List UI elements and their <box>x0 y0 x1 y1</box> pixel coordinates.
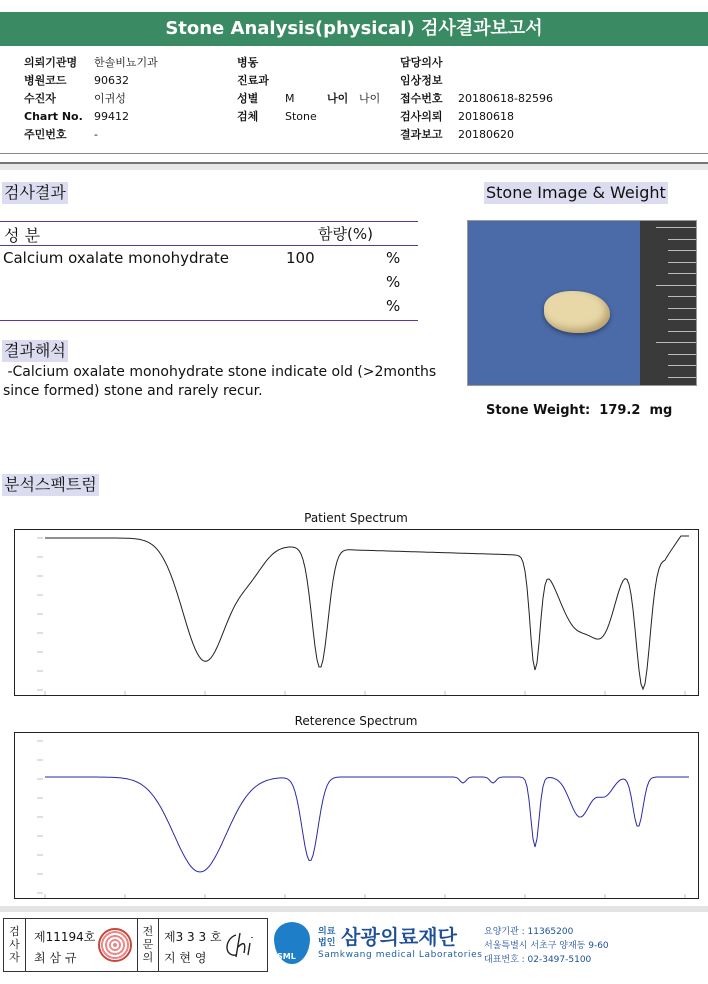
ruler-tick <box>656 342 696 343</box>
stone-weight-label: Stone Weight: <box>486 403 591 418</box>
info-label: 검사의뢰 <box>400 110 443 123</box>
reference-spectrum-plot <box>15 733 700 900</box>
info-label: 접수번호 <box>400 92 443 105</box>
ruler-tick <box>656 227 696 228</box>
ruler-tick <box>668 250 696 251</box>
info-label: 검체 <box>237 110 259 123</box>
info-label: 임상정보 <box>400 74 443 87</box>
specialist-label: 전문의 <box>137 919 159 971</box>
ruler-tick <box>668 319 696 320</box>
info-row <box>24 126 158 144</box>
ruler-tick <box>668 377 696 378</box>
ruler-tick <box>668 331 696 332</box>
ruler-tick <box>668 262 696 263</box>
footer-divider <box>0 906 708 912</box>
signature-icon <box>222 929 264 963</box>
age-label: 나이 <box>327 92 349 105</box>
info-row <box>24 108 158 126</box>
org-name: 삼광의료재단 <box>341 925 457 949</box>
col-component-header: 성 분 <box>4 226 40 245</box>
info-row <box>400 54 553 72</box>
info-label: 병원코드 <box>24 74 67 87</box>
info-label: 결과보고 <box>400 128 443 141</box>
reference-spectrum-line <box>45 777 689 872</box>
reference-spectrum-title: Reterence Spectrum <box>294 714 418 728</box>
patient-spectrum-plot <box>15 530 700 697</box>
ruler-tick <box>668 308 696 309</box>
info-row <box>237 108 380 126</box>
info-value: M <box>285 92 295 105</box>
info-col2 <box>237 54 380 126</box>
info-row <box>237 54 380 72</box>
result-unit: % <box>386 249 401 267</box>
info-value: 20180618 <box>458 110 514 123</box>
info-label: 수진자 <box>24 92 56 105</box>
ruler-tick <box>668 365 696 366</box>
result-component: Calcium oxalate monohydrate <box>3 249 230 267</box>
patient-spectrum-title: Patient Spectrum <box>304 511 408 525</box>
info-value: 이귀성 <box>94 92 126 105</box>
seal-icon <box>98 928 132 962</box>
spectrum-title: 분석스펙트럼 <box>4 475 97 494</box>
axis-ticks <box>37 538 685 695</box>
stone-weight-value: 179.2 mg <box>599 403 673 418</box>
org-logo <box>272 918 314 970</box>
info-value: 20180620 <box>458 128 514 141</box>
info-label: 의뢰기관명 <box>24 56 78 69</box>
result-unit: % <box>386 273 401 291</box>
ruler-tick <box>668 296 696 297</box>
ruler-tick <box>668 354 696 355</box>
org-prefix-bottom: 법인 <box>318 938 336 948</box>
logo-text: SML <box>277 952 296 961</box>
stone-photo <box>467 220 697 386</box>
stone-title: Stone Image & Weight <box>486 183 666 202</box>
info-col3 <box>400 54 553 144</box>
inspector-label: 검사자 <box>4 919 26 971</box>
stone-weight <box>486 403 672 418</box>
inspector-name: 최 삼 규 <box>34 951 77 965</box>
ruler-tick <box>656 285 696 286</box>
result-amount: 100 <box>286 249 315 267</box>
info-row <box>400 90 553 108</box>
interpretation-line2: since formed) stone and rarely recur. <box>3 383 263 399</box>
specialist-no: 제3 3 3 호 <box>164 930 222 944</box>
info-label: 담당의사 <box>400 56 443 69</box>
info-row <box>237 72 380 90</box>
info-row <box>400 72 553 90</box>
inspector-no: 제11194호 <box>34 930 96 944</box>
ruler-tick <box>668 239 696 240</box>
info-row <box>24 90 158 108</box>
results-table-bottom <box>0 320 418 321</box>
info-label: 병동 <box>237 56 259 69</box>
patient-spectrum <box>14 529 699 696</box>
info-value: 90632 <box>94 74 129 87</box>
info-value: Stone <box>285 110 317 123</box>
results-table-header-line <box>0 245 418 246</box>
col-content-header: 함량(%) <box>318 225 373 243</box>
specialist-name: 지 현 영 <box>164 951 207 965</box>
signature-box <box>3 918 268 972</box>
info-value: 20180618-82596 <box>458 92 553 105</box>
info-label: 진료과 <box>237 74 269 87</box>
header-band <box>0 164 708 170</box>
info-value: 한솔비뇨기과 <box>94 56 158 69</box>
reference-spectrum <box>14 732 699 899</box>
info-label: 성별 <box>237 92 259 105</box>
ruler-icon <box>640 221 696 386</box>
info-row <box>237 90 380 108</box>
age-value: 나이 <box>359 92 381 105</box>
info-col1 <box>24 54 158 144</box>
org-prefix-top: 의료 <box>318 927 336 937</box>
axis-ticks <box>37 741 685 898</box>
results-title: 검사결과 <box>4 183 66 202</box>
stone-icon <box>544 291 610 333</box>
patient-spectrum-line <box>45 536 689 689</box>
report-title: Stone Analysis(physical) 검사결과보고서 <box>0 12 708 46</box>
results-table-top <box>0 221 418 222</box>
info-row <box>400 108 553 126</box>
org-phone: 대표번호 : 02-3497-5100 <box>484 955 592 965</box>
org-code: 요양기관 : 11365200 <box>484 927 574 937</box>
ruler-tick <box>668 273 696 274</box>
org-address: 서울특별시 서초구 양재동 9-60 <box>484 941 609 951</box>
interpretation-line1: -Calcium oxalate monohydrate stone indicate old (>2months <box>3 364 437 380</box>
info-label: Chart No. <box>24 110 83 123</box>
header-divider <box>0 153 708 154</box>
info-value: 99412 <box>94 110 129 123</box>
interpretation-title: 결과해석 <box>4 341 66 360</box>
info-row <box>400 126 553 144</box>
info-value: - <box>94 128 98 141</box>
info-label: 주민번호 <box>24 128 67 141</box>
result-unit: % <box>386 297 401 315</box>
info-row <box>24 54 158 72</box>
org-en: Samkwang medical Laboratories <box>318 950 483 960</box>
info-row <box>24 72 158 90</box>
